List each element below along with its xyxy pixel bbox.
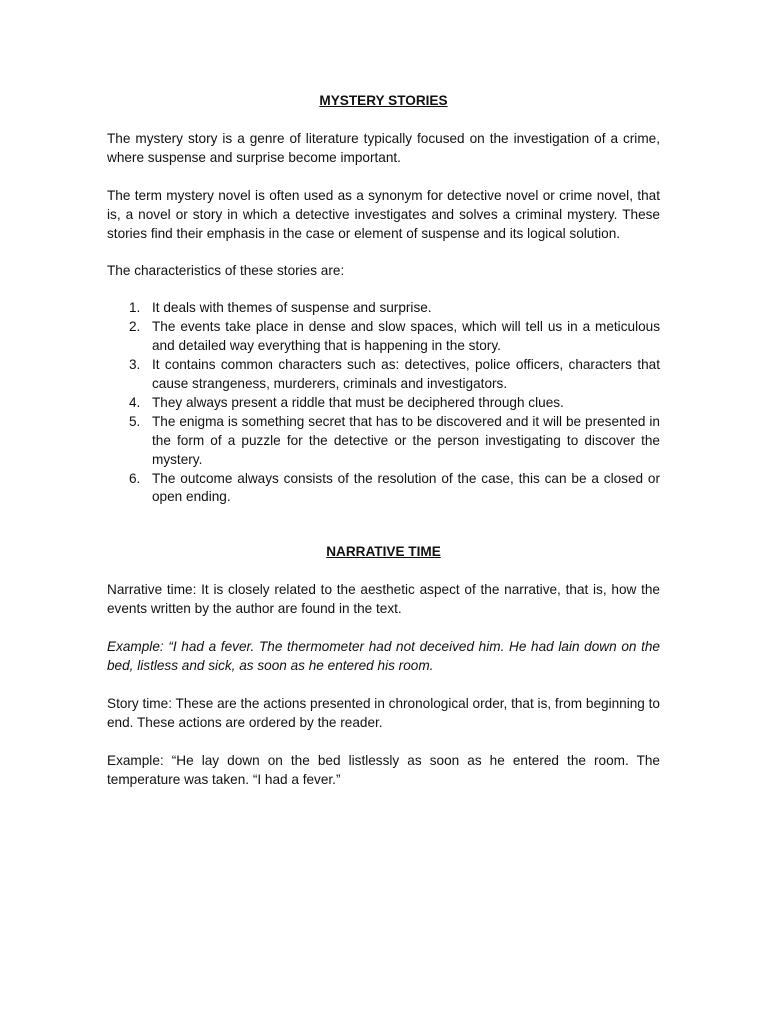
- document-page: [107, 92, 660, 789]
- list-item: [129, 356, 660, 394]
- list-item-number: 4.: [129, 394, 141, 410]
- paragraph-example-narrative: Example: “I had a fever. The thermometer had not deceived him. He had lain down on the bed, listless and sick, as soon as he entered his room.: [107, 639, 660, 673]
- list-item: [129, 299, 660, 318]
- list-item-text: It contains common characters such as: detectives, police officers, characters that cause strangeness, murderers, criminals and investigators.: [152, 357, 660, 391]
- list-item: [129, 413, 660, 470]
- list-item-text: The outcome always consists of the resolution of the case, this can be a closed or open ending.: [152, 470, 660, 505]
- section-title-mystery-stories: MYSTERY STORIES: [319, 93, 448, 108]
- list-item-text: The events take place in dense and slow spaces, which will tell us in a meticulous and detailed way everything that is happening in the story.: [152, 319, 660, 354]
- paragraph-example-story: Example: “He lay down on the bed listlessly as soon as he entered the room. The temperature was taken. “I had a fever.”: [107, 752, 660, 787]
- list-item-number: 6.: [129, 470, 141, 486]
- list-item-number: 2.: [129, 319, 141, 335]
- paragraph-characteristics-intro: The characteristics of these stories are:: [107, 263, 345, 279]
- paragraph-genre-definition: The mystery story is a genre of literature typically focused on the investigation of a crime, where suspense and surprise become important.: [107, 130, 660, 165]
- paragraph-narrative-time: Narrative time: It is closely related to the aesthetic aspect of the narrative, that is, how the events written by the author are found in the text.: [107, 582, 660, 617]
- characteristics-list: [107, 299, 660, 507]
- list-item-number: 1.: [129, 300, 141, 316]
- paragraph-story-time: Story time: These are the actions presented in chronological order, that is, from beginning to end. These actions are ordered by the reader.: [107, 695, 660, 730]
- list-item-text: They always present a riddle that must be deciphered through clues.: [152, 394, 564, 410]
- list-item: [129, 318, 660, 356]
- list-item-text: The enigma is something secret that has to be discovered and it will be presented in the form of a puzzle for the detective or the person investigating to discover the mystery.: [152, 413, 660, 467]
- list-item-text: It deals with themes of suspense and surprise.: [152, 300, 432, 316]
- list-item: [129, 470, 660, 508]
- list-item: [129, 394, 660, 413]
- list-item-number: 3.: [129, 357, 141, 373]
- section-title-narrative-time: NARRATIVE TIME: [326, 544, 441, 560]
- list-item-number: 5.: [129, 413, 141, 429]
- paragraph-mystery-novel-term: The term mystery novel is often used as a synonym for detective novel or crime novel, that is, a novel or story in which a detective investigates and solves a criminal mystery. These stories find their emphasis in the case or element of suspense and its logical solution.: [107, 187, 660, 241]
